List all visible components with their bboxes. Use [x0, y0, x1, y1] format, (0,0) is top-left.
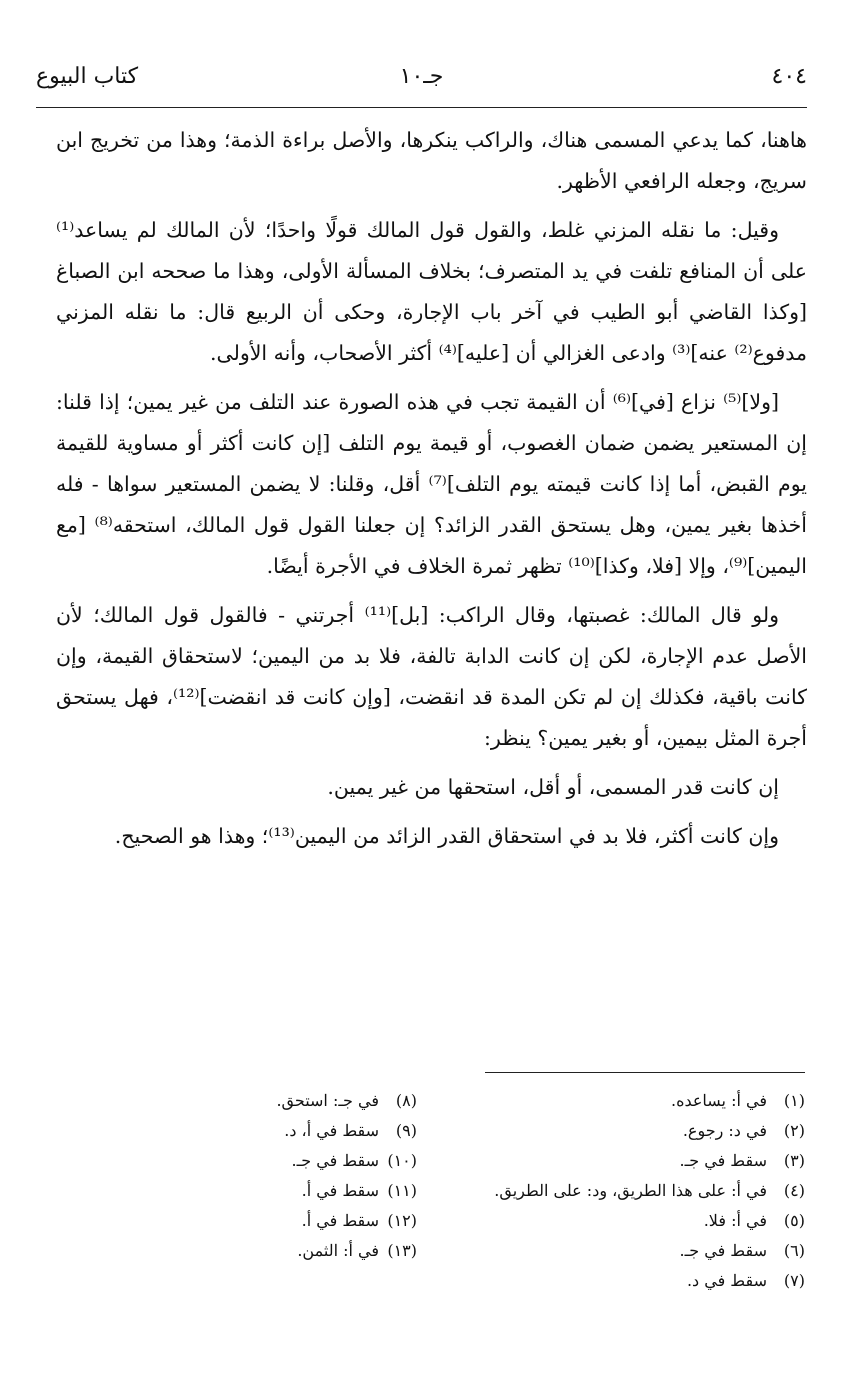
footnote-text: في أ: على هذا الطريق، ود: على الطريق. — [494, 1181, 767, 1200]
footnote-text: سقط في أ. — [301, 1181, 379, 1200]
paragraph: وقيل: ما نقله المزني غلط، والقول قول المالك قولًا واحدًا؛ لأن المالك لم يساعد⁽¹⁾ على أن المنافع تلفت في يد المتصرف؛ بخلاف المسألة الأولى، وهذا ما صححه ابن الصباغ [وكذا القاضي أبو الطيب في آخر باب الإجارة، وحكى أن الربيع قال: ما نقله المزني مدفوع⁽²⁾ عنه]⁽³⁾ وادعى الغزالي أن [عليه]⁽⁴⁾ أكثر الأصحاب، وأنه الأولى. — [56, 218, 807, 365]
footnote — [445, 1086, 805, 1116]
footnote — [177, 1206, 417, 1236]
footnote-number: (٢) — [783, 1121, 805, 1140]
footnote-number: (٨) — [395, 1091, 417, 1110]
paragraph: وإن كانت أكثر، فلا بد في استحقاق القدر الزائد من اليمين⁽¹³⁾؛ وهذا هو الصحيح. — [114, 824, 779, 848]
footnote-text: في أ: فلا. — [703, 1211, 767, 1230]
footnote — [177, 1236, 417, 1266]
footnote-text: سقط في أ. — [301, 1211, 379, 1230]
footnote-text: في أ: يساعده. — [670, 1091, 767, 1110]
footnote-number: (١٠) — [387, 1151, 417, 1170]
footnote-text: سقط في د. — [686, 1271, 767, 1290]
page-number: ٤٠٤ — [771, 64, 807, 89]
footnote-text: في د: رجوع. — [682, 1121, 767, 1140]
footnote-number: (٣) — [783, 1151, 805, 1170]
footnote-number: (٩) — [395, 1121, 417, 1140]
footnote — [177, 1176, 417, 1206]
footnote-text: سقط في جـ. — [679, 1151, 767, 1170]
footnote-number: (١) — [783, 1091, 805, 1110]
paragraph: إن كانت قدر المسمى، أو أقل، استحقها من غير يمين. — [327, 775, 779, 799]
footnote — [445, 1266, 805, 1296]
header-divider — [36, 107, 807, 108]
volume-label: جـ١٠ — [399, 64, 444, 89]
running-header — [36, 60, 807, 100]
footnote — [445, 1206, 805, 1236]
footnote-text: سقط في أ، د. — [284, 1121, 379, 1140]
book-title: كتاب البيوع — [36, 64, 139, 89]
footnote-number: (٧) — [783, 1271, 805, 1290]
footnote — [445, 1116, 805, 1146]
footnote — [177, 1116, 417, 1146]
footnote — [445, 1176, 805, 1206]
footnote-text: في جـ: استحق. — [276, 1091, 379, 1110]
footnote-divider — [485, 1072, 805, 1073]
main-text — [56, 120, 807, 865]
paragraph: هاهنا، كما يدعي المسمى هناك، والراكب ينكرها، والأصل براءة الذمة؛ وهذا من تخريج ابن سريج، وجعله الرافعي الأظهر. — [56, 128, 807, 193]
footnotes-left-column — [177, 1086, 417, 1266]
footnote — [177, 1086, 417, 1116]
footnotes-right-column — [445, 1086, 805, 1296]
footnote-number: (١٢) — [387, 1211, 417, 1230]
footnote — [177, 1146, 417, 1176]
footnote-number: (٦) — [783, 1241, 805, 1260]
paragraph: [ولا]⁽⁵⁾ نزاع [في]⁽⁶⁾ أن القيمة تجب في هذه الصورة عند التلف من غير يمين؛ إذا قلنا: إن المستعير يضمن ضمان الغصوب، أو قيمة يوم التلف [إن كانت أكثر أو مساوية للقيمة يوم القبض، أما إذا كانت قيمته يوم التلف]⁽⁷⁾ أقل، وقلنا: لا يضمن المستعير سواها - فله أخذها بغير يمين، وهل يستحق القدر الزائد؟ إن جعلنا القول قول المالك، استحقه⁽⁸⁾ [مع اليمين]⁽⁹⁾، وإلا [فلا، وكذا]⁽¹⁰⁾ تظهر ثمرة الخلاف في الأجرة أيضًا. — [56, 390, 807, 578]
paragraph: ولو قال المالك: غصبتها، وقال الراكب: [بل]⁽¹¹⁾ أجرتني - فالقول قول المالك؛ لأن الأصل عدم الإجارة، لكن إن كانت الدابة تالفة، فلا بد من اليمين؛ لاستحقاق القيمة، وإن كانت باقية، فكذلك إن لم تكن المدة قد انقضت، [وإن كانت قد انقضت]⁽¹²⁾، فهل يستحق أجرة المثل بيمين، أو بغير يمين؟ ينظر: — [56, 603, 807, 750]
footnote-number: (١١) — [387, 1181, 417, 1200]
footnote-text: في أ: الثمن. — [297, 1241, 379, 1260]
footnote-number: (٤) — [783, 1181, 805, 1200]
footnote-text: سقط في جـ. — [679, 1241, 767, 1260]
footnote-number: (١٣) — [387, 1241, 417, 1260]
footnote-number: (٥) — [783, 1211, 805, 1230]
footnote — [445, 1236, 805, 1266]
footnote-text: سقط في جـ. — [291, 1151, 379, 1170]
footnote — [445, 1146, 805, 1176]
